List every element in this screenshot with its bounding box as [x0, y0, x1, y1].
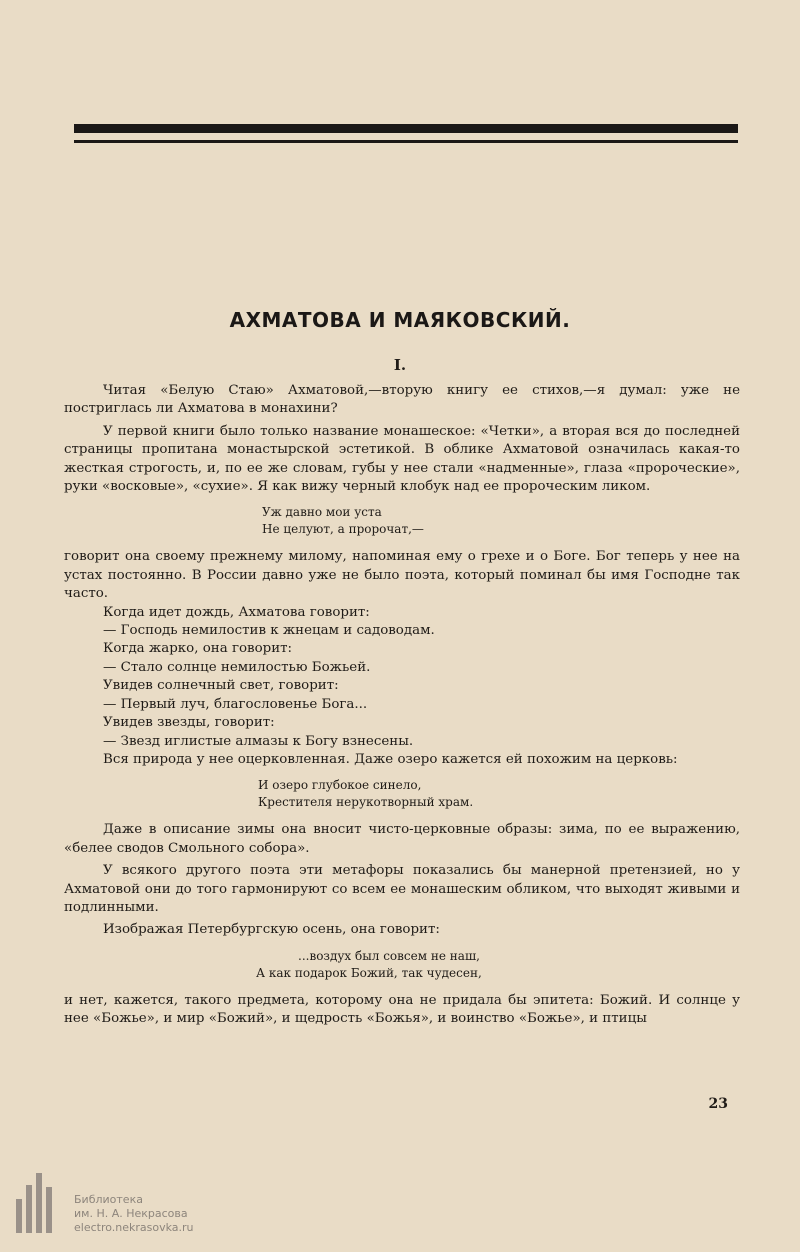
paragraph: — Стало солнце немилостью Божьей.	[103, 659, 371, 675]
paragraph: говорит она своему прежнему милому, напоминая ему о грехе и о Боге. Бог теперь у нее на устах постоянно. В России давно уже не было поэта, который поминал бы имя Господне так часто.	[64, 549, 740, 602]
verse-line: А как подарок Божий, так чудесен,	[256, 965, 482, 980]
library-url: electro.nekrasovka.ru	[74, 1221, 194, 1234]
paragraph: Когда идет дождь, Ахматова говорит:	[103, 604, 370, 620]
paragraph: Изображая Петербургскую осень, она говорит:	[103, 922, 440, 938]
header-thin-rule	[74, 140, 738, 143]
paragraph: У первой книги было только название монашеское: «Четки», а вторая вся до последней страницы пропитана монастырской эстетикой. В облике Ахматовой означилась какая-то жесткая строгость, и, по ее же словам, губы у нее стали «надменные», глаза «пророческие», руки «восковые», «сухие». Я как вижу черный клобук над ее пророческим ликом.	[64, 423, 740, 495]
verse-line: И озеро глубокое синело,	[258, 778, 422, 793]
article-body	[64, 382, 740, 1029]
paragraph: Увидев солнечный свет, говорит:	[103, 678, 339, 694]
paragraph: Даже в описание зимы она вносит чисто-церковные образы: зима, по ее выражению, «белее сводов Смольного собора».	[64, 822, 740, 856]
verse-line: ...воздух был совсем не наш,	[298, 948, 480, 963]
library-caption	[74, 1193, 194, 1235]
article-title: АХМАТОВА И МАЯКОВСКИЙ.	[229, 308, 571, 332]
paragraph: — Звезд иглистые алмазы к Богу взнесены.	[103, 733, 414, 749]
verse-quote	[64, 948, 740, 982]
section-number: I.	[393, 356, 407, 374]
library-stamp	[16, 1173, 256, 1233]
verse-line: Не целуют, а пророчат,—	[262, 522, 424, 537]
paragraph: Когда жарко, она говорит:	[103, 641, 293, 657]
header-thick-rule	[74, 124, 738, 133]
library-logo-icon	[16, 1173, 56, 1233]
paragraph: Читая «Белую Стаю» Ахматовой,—вторую книгу ее стихов,—я думал: уже не постриглась ли Ахматова в монахини?	[64, 383, 740, 417]
verse-line: Крестителя нерукотворный храм.	[258, 795, 474, 810]
library-name: Библиотека	[74, 1193, 143, 1206]
paragraph: и нет, кажется, такого предмета, которому она не придала бы эпитета: Божий. И солнце у нее «Божье», и мир «Божий», и щедрость «Божья», и воинство «Божье», и птицы	[64, 992, 740, 1027]
paragraph: Увидев звезды, говорит:	[103, 715, 275, 731]
verse-quote	[64, 504, 740, 538]
verse-line: Уж давно мои уста	[262, 505, 382, 520]
page-number: 23	[708, 1096, 728, 1112]
paragraph: Вся природа у нее оцерковленная. Даже озеро кажется ей похожим на церковь:	[103, 751, 678, 767]
verse-quote	[64, 777, 740, 811]
paragraph: У всякого другого поэта эти метафоры показались бы манерной претензией, но у Ахматовой они до того гармонируют со всем ее монашеским обликом, что выходят живыми и подлинными.	[64, 863, 740, 915]
paragraph: — Господь немилостив к жнецам и садоводам.	[103, 623, 435, 639]
paragraph: — Первый луч, благословенье Бога...	[103, 696, 368, 712]
library-subtitle: им. Н. А. Некрасова	[74, 1207, 188, 1220]
